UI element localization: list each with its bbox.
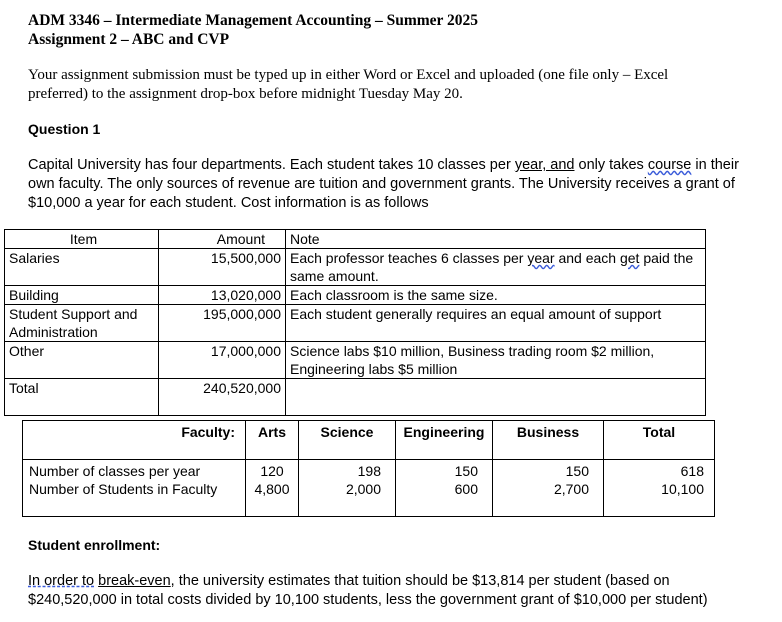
item-cell: Salaries — [5, 249, 159, 286]
grammar-flag: In order to — [28, 573, 95, 589]
item-cell: Building — [5, 286, 159, 305]
enrollment-line: In order to break-even, the university estimates that tuition should be $13,814 per student (based on — [28, 573, 670, 589]
amount-cell: 195,000,000 — [159, 305, 286, 342]
cost-table — [4, 229, 706, 416]
table-header-row — [5, 230, 706, 249]
value-cell: 150 — [396, 460, 493, 481]
amount-cell: 13,020,000 — [159, 286, 286, 305]
value-cell: 4,800 — [246, 480, 299, 517]
column-header: Note — [286, 230, 706, 249]
amount-cell: 15,500,000 — [159, 249, 286, 286]
item-cell: Total — [5, 379, 159, 416]
value-cell: 618 — [604, 460, 715, 481]
grammar-flag: year — [527, 250, 555, 266]
intro-paragraph — [28, 66, 668, 104]
item-cell: Student Support and Administration — [5, 305, 159, 342]
item-cell: Other — [5, 342, 159, 379]
table-header-row — [23, 421, 715, 460]
table-row — [23, 460, 715, 481]
grammar-flag: year, and — [514, 157, 575, 173]
row-label: Number of Students in Faculty — [23, 480, 246, 517]
column-header: Arts — [246, 421, 299, 460]
column-header: Science — [299, 421, 396, 460]
assignment-title: Assignment 2 – ABC and CVP — [28, 31, 230, 48]
question-paragraph — [28, 156, 739, 213]
note-cell — [286, 379, 706, 416]
question-line: $10,000 a year for each student. Cost information is as follows — [28, 195, 429, 211]
note-cell: Each professor teaches 6 classes per year and each get paid the same amount. — [286, 249, 706, 286]
row-label: Number of classes per year — [23, 460, 246, 481]
note-cell: Each classroom is the same size. — [286, 286, 706, 305]
note-cell: Each student generally requires an equal amount of support — [286, 305, 706, 342]
faculty-table — [22, 420, 715, 517]
value-cell: 600 — [396, 480, 493, 517]
enrollment-line: $240,520,000 in total costs divided by 10,100 students, less the government grant of $10,000 per student) — [28, 592, 708, 608]
column-header: Amount — [159, 230, 286, 249]
value-cell: 2,700 — [493, 480, 604, 517]
value-cell: 2,000 — [299, 480, 396, 517]
column-header: Item — [5, 230, 159, 249]
question-line: own faculty. The only sources of revenue are tuition and government grants. The University receives a grant of — [28, 176, 735, 192]
column-header: Faculty: — [23, 421, 246, 460]
intro-line: Your assignment submission must be typed up in either Word or Excel and uploaded (one file only – Excel — [28, 67, 669, 83]
course-title: ADM 3346 – Intermediate Management Accounting – Summer 2025 — [28, 12, 479, 29]
value-cell: 10,100 — [604, 480, 715, 517]
value-cell: 198 — [299, 460, 396, 481]
amount-cell: 240,520,000 — [159, 379, 286, 416]
value-cell: 150 — [493, 460, 604, 481]
amount-cell: 17,000,000 — [159, 342, 286, 379]
table-row — [5, 379, 706, 416]
note-cell: Science labs $10 million, Business trading room $2 million, Engineering labs $5 million — [286, 342, 706, 379]
table-row — [23, 480, 715, 517]
grammar-flag: break-even — [98, 573, 171, 589]
enrollment-heading: Student enrollment: — [28, 537, 161, 553]
intro-line: preferred) to the assignment drop-box before midnight Tuesday May 20. — [28, 86, 463, 102]
grammar-flag: course — [647, 157, 692, 173]
table-row — [5, 286, 706, 305]
column-header: Total — [604, 421, 715, 460]
column-header: Business — [493, 421, 604, 460]
value-cell: 120 — [246, 460, 299, 481]
table-row — [5, 305, 706, 342]
column-header: Engineering — [396, 421, 493, 460]
document-title — [28, 11, 478, 49]
table-row — [5, 342, 706, 379]
table-row — [5, 249, 706, 286]
question-heading: Question 1 — [28, 121, 101, 137]
grammar-flag: get — [619, 250, 640, 266]
question-line: Capital University has four departments. Each student takes 10 classes per year, and only takes course in their — [28, 157, 739, 173]
enrollment-paragraph — [28, 572, 708, 610]
